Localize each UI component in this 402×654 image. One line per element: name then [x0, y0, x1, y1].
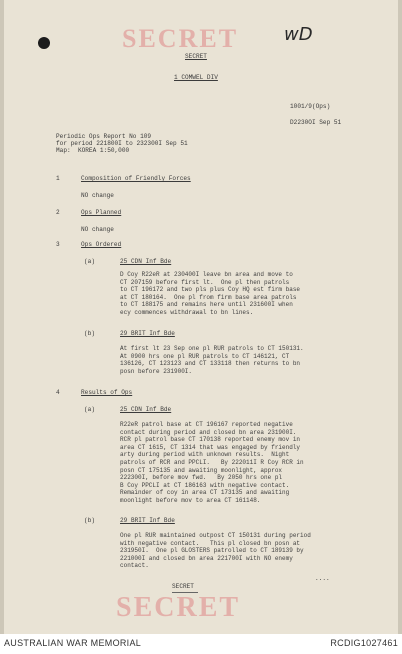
archive-footer: [0, 634, 402, 654]
report-title: Periodic Ops Report No 109: [56, 133, 152, 140]
file-reference: 1001/9(Ops): [290, 103, 331, 110]
punch-hole: [38, 37, 50, 49]
section-4b-label: (b): [84, 517, 95, 524]
section-3b-title: 29 BRIT Inf Bde: [120, 330, 175, 337]
section-3a-title: 25 CDN Inf Bde: [120, 258, 172, 265]
secret-stamp-bottom: SECRET: [116, 592, 241, 623]
archive-name: AUSTRALIAN WAR MEMORIAL: [4, 638, 142, 648]
archive-record-id: RCDIG1027461: [330, 638, 398, 648]
section-3-number: 3: [56, 241, 60, 248]
section-4b-paragraph: One pl RUR maintained outpost CT 150131 during period with negative contact. This pl closed bn posn at 231950I. One pl GLOSTERS patrolled to CT 189139 by 221000I and closed bn area 221700I with NO enemy contact.: [120, 532, 311, 570]
report-period: for period 221800I to 232300I Sep 51: [56, 140, 188, 147]
section-2-title: Ops Planned: [81, 209, 122, 216]
secret-stamp-top: SECRET: [122, 24, 239, 53]
section-4a-label: (a): [84, 406, 95, 413]
handwritten-initials: wD: [284, 24, 313, 45]
document-page: [4, 0, 398, 634]
secret-footer-text: SECRET: [172, 583, 194, 590]
report-map: Map: KOREA 1:50,000: [56, 147, 130, 154]
section-4a-title: 25 CDN Inf Bde: [120, 406, 172, 413]
unit-heading: 1 COMWEL DIV: [174, 74, 218, 81]
section-1-title: Composition of Friendly Forces: [81, 175, 191, 182]
section-4b-title: 29 BRIT Inf Bde: [120, 517, 175, 524]
section-2-number: 2: [56, 209, 60, 216]
continuation-dots: ....: [315, 575, 330, 582]
section-4a-paragraph: R22eR patrol base at CT 196167 reported negative contact during period and closed bn area 231900I. RCR pl patrol base CT 170138 reported enemy mov in area CT 1615, CT 1314 that was engaged by friendly arty during period with unknown results. Night patrols of RCR and PPCLI. By 222011I R Coy RCR in posn CT 175135 and awaiting moonlight, approx 222300I, before mov fwd. By 2050 hrs one pl B Coy PPCLI at CT 186163 with negative contact. Remainder of coy in area CT 173135 and awaiting moonlight before mov to area CT 161148.: [120, 421, 304, 504]
section-3b-label: (b): [84, 330, 95, 337]
date-time-group: D2230OI Sep 51: [290, 119, 342, 126]
section-4-title: Results of Ops: [81, 389, 133, 396]
section-2-body: NO change: [81, 226, 114, 233]
section-1-number: 1: [56, 175, 60, 182]
section-3-title: Ops Ordered: [81, 241, 122, 248]
secret-heading: SECRET: [185, 53, 207, 60]
section-3a-paragraph: D Coy R22eR at 230400I leave bn area and move to CT 207159 before first lt. One pl then patrols to CT 196172 and two pls plus Coy HQ est firm base at CT 180164. One pl from firm base area patrols to CT 188175 and remains here until 231600I when ecy commences withdrawal to bn lines.: [120, 271, 301, 316]
section-4-number: 4: [56, 389, 60, 396]
section-3a-label: (a): [84, 258, 95, 265]
section-3b-paragraph: At first lt 23 Sep one pl RUR patrols to CT 150131. At 0900 hrs one pl RUR patrols to CT 146121, CT 136126, CT 123123 and CT 133118 then returns to bn posn before 231900I.: [120, 345, 304, 375]
section-1-body: NO change: [81, 192, 114, 199]
